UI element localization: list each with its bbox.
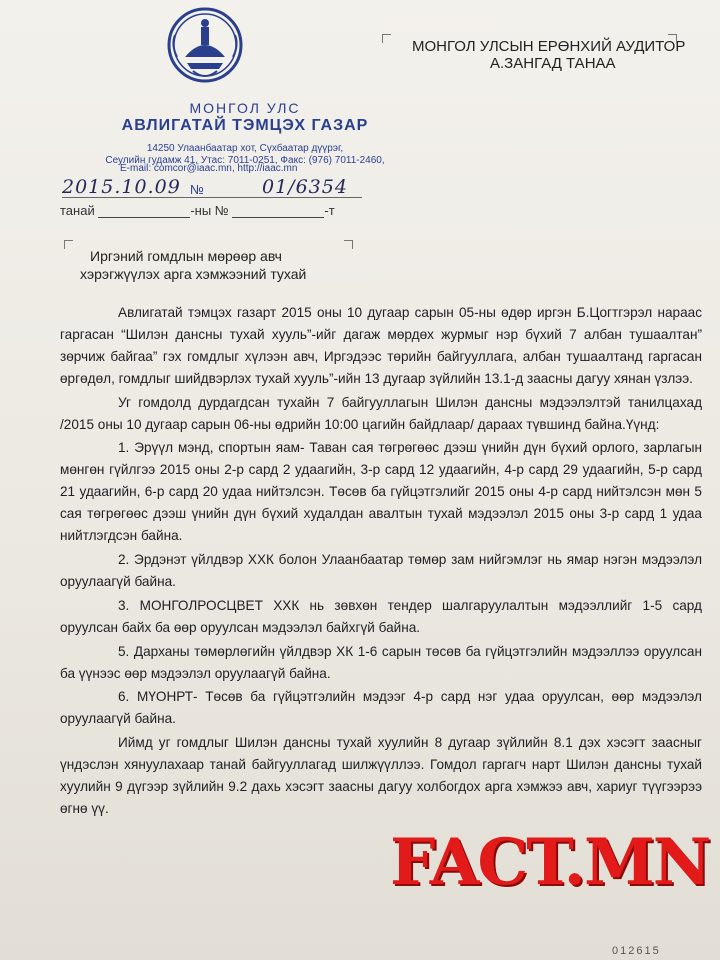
- nii-label: -ны №: [190, 203, 229, 218]
- body-paragraph: 2. Эрдэнэт үйлдвэр ХХК болон Улаанбаатар төмөр зам нийгэмлэг нь ямар нэгэн мэдээлэл оруулаагүй байна.: [60, 551, 702, 589]
- divider: [62, 197, 362, 198]
- org-name: АВЛИГАТАЙ ТЭМЦЭХ ГАЗАР: [121, 117, 369, 134]
- recipient-line-1: МОНГОЛ УЛСЫН ЕРӨНХИЙ АУДИТОР: [412, 38, 686, 55]
- state-emblem-icon: [165, 5, 245, 87]
- body-paragraph: Авлигатай тэмцэх газарт 2015 оны 10 дугаар сарын 05-ны өдөр иргэн Б.Цогтгэрэл нараас гаргасан “Шилэн дансны тухай хууль”-ийг дагаж мөрдөх журмыг нэр бүхий 7 албан тушаалтан” зөрчиж байгаа” гэх гомдлыг хүлээн авч, Иргэдээс төрийн байгууллага, албан тушаалтанд гаргасан өргөдөл, гомдлыг шийдвэрлэх тухай хууль”-ийн 13 дугаар зүйлийн 13.1-д заасны дагуу хянан үзлээ.: [60, 305, 702, 386]
- corner-mark-icon: [344, 240, 353, 249]
- subject: [80, 247, 306, 283]
- org-email: E-mail: comcor@iaac.mn, http://iaac.mn: [120, 163, 298, 174]
- number-sign: №: [190, 182, 204, 197]
- recipient: [412, 38, 685, 72]
- tanai-label: танай: [60, 203, 95, 218]
- handwritten-number: 01/6354: [262, 176, 348, 198]
- letterhead: [60, 100, 390, 167]
- subject-line-1: Иргэний гомдлын мөрөөр авч: [90, 248, 282, 264]
- body-paragraph: 1. Эрүүл мэнд, спортын яам- Таван сая төгрөгөөс дээш үнийн дүн бүхий орлого, зарлагын мөнгөн гүйлгээ 2015 оны 2-р сард 2 удаагийн, 3-р сард 12 удаагийн, 4-р сард 29 удаагийн, 5-р сард 21 удаагийн, 6-р сард 20 удаа нийтэлсэн. Төсөв ба гүйцэтгэлийг 2015 оны 4-р сард нийтэлсэн мөн 5 сая төгрөгөөс дээш үнийн дүн бүхий худалдан авалтын тухай мэдээлэл 2015 оны 3-р сард 1 удаа нийтлэгдсэн байна.: [60, 440, 702, 544]
- body-paragraph: Иймд уг гомдлыг Шилэн дансны тухай хуулийн 8 дугаар зүйлийн 8.1 дэх хэсэгт заасныг үндэслэн хянуулахаар танай байгууллагад шилжүүллээ. Гомдол гаргагч нарт Шилэн дансны тухай хуулийн 9 дүгээр зүйлийн 9.2 дахь хэсэгт заасны дагуу холбогдох арга хэмжээ авч, хариуг түүгээрээ өгнө үү.: [60, 735, 702, 816]
- corner-mark-icon: [668, 34, 677, 43]
- blank-line: [232, 205, 324, 218]
- letter-body: [60, 302, 702, 822]
- address-line-2: Сеулийн гудамж 41, Утас: 7011-0251, Факс: (976) 7011-2460,: [105, 155, 385, 166]
- body-paragraph: Уг гомдолд дурдагдсан тухайн 7 байгууллагын Шилэн дансны мэдээлэлтэй танилцахад /2015 оны 10 дугаар сарын 06-ны өдрийн 10:00 цагийн байдлаар/ дараах түвшинд байна.Үүнд:: [60, 394, 702, 432]
- document-serial-number: 012615: [612, 945, 661, 957]
- body-paragraph: 3. МОНГОЛРОСЦВЕТ ХХК нь зөвхөн тендер шалгаруулалтын мэдээллийг 1-5 сард оруулсан байх ба өөр оруулсан мэдээлэл байхгүй байна.: [60, 597, 702, 635]
- handwritten-date: 2015.10.09: [62, 176, 181, 198]
- reference-line: [60, 203, 335, 218]
- org-country: МОНГОЛ УЛС: [189, 100, 301, 116]
- address-line-1: 14250 Улаанбаатар хот, Сүхбаатар дүүрэг,: [146, 143, 344, 154]
- corner-mark-icon: [64, 240, 73, 249]
- body-paragraph: 6. МҮОНРТ- Төсөв ба гүйцэтгэлийн мэдээг 4-р сард нэг удаа оруулсан, өөр мэдээлэл оруулаагүй байна.: [60, 689, 702, 727]
- subject-line-2: хэрэгжүүлэх арга хэмжээний тухай: [80, 266, 307, 282]
- t-label: -т: [324, 203, 335, 218]
- fact-mn-watermark: FACT.MN: [390, 825, 710, 900]
- blank-line: [98, 205, 190, 218]
- body-paragraph: 5. Дарханы төмөрлөгийн үйлдвэр ХК 1-6 сарын төсөв ба гүйцэтгэлийн мэдээллээ оруулсан ба үүнээс өөр мэдээлэл оруулаагүй байна.: [60, 643, 702, 681]
- corner-mark-icon: [382, 34, 391, 43]
- recipient-line-2: А.ЗАНГАД ТАНАА: [490, 55, 616, 72]
